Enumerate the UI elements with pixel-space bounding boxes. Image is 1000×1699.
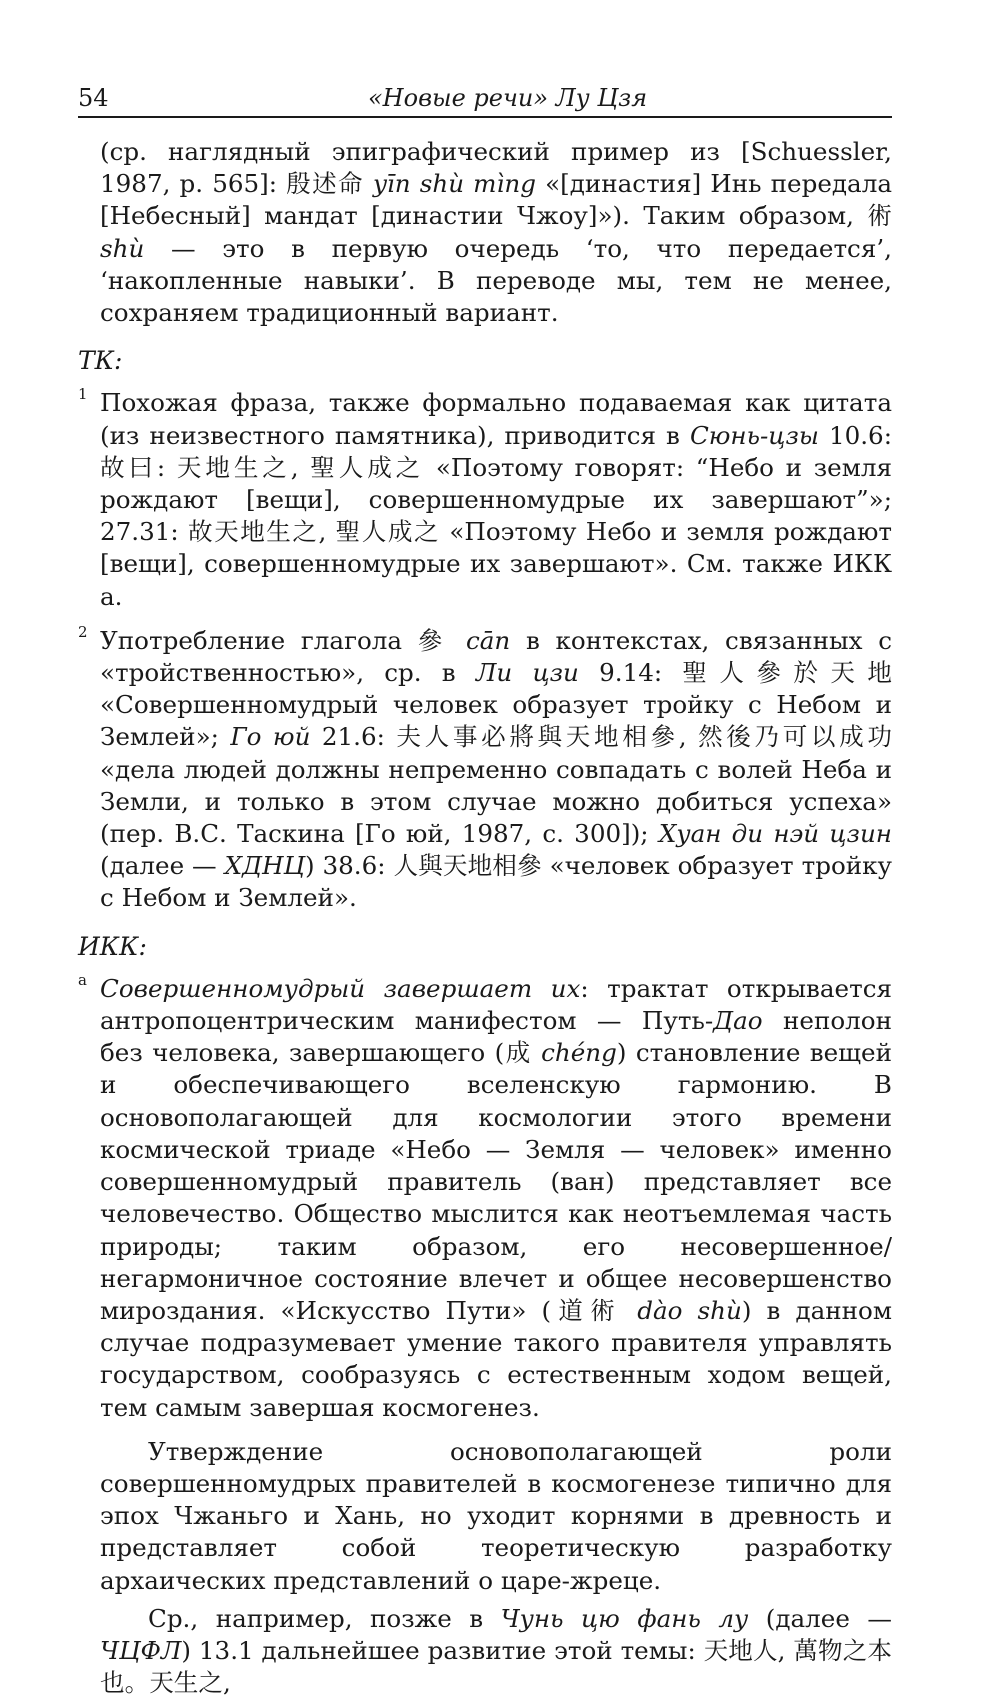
note-marker: а [78,970,87,989]
text-run: Похожая фраза, также формально подаваемая как цитата (из неизвестного памятника), приводится в [100,388,892,450]
title-run: Чунь цю фань лу [500,1603,749,1633]
term-run: Дао [713,1006,763,1036]
ikk-paragraph-2: Утверждение основополагающей роли совершенномудрых правителей в космогенезе типично для эпох Чжаньго и Хань, но уходит корнями в древность и представляет собой теоретическую разработку архаических представлений о царе-жреце. [100,1436,892,1595]
intro-paragraph [78,136,892,329]
pinyin-run: chéng [541,1038,617,1068]
page-number: 54 [78,84,109,112]
text-run: 9.14: 聖人參於天地 «Совершенномудрый человек образует тройку с Небом и Землей»; [100,658,892,752]
pinyin-run: yīn shù mìng [373,169,536,199]
running-header [78,72,892,118]
text-run: 21.6: 夫人事必將與天地相參, 然後乃可以成功 «дела людей должны непременно совпадать с волей Неба и Земли, и только в этом случае можно добиться успеха» (пер. В.С. Таскина [Го юй, 1987, с. 300]); [100,722,892,849]
note-marker: 2 [78,622,88,641]
section-label-tk: ТК: [78,346,123,376]
book-page [78,72,892,1699]
text-run: ) 13.1 дальнейшее развитие этой темы: 天地人, 萬物之本也。天生之, [100,1635,892,1698]
ikk-note-a [78,970,892,1424]
ikk-paragraph-3 [78,1603,892,1699]
title-run: Сюнь-цзы [689,420,819,450]
running-title: «Новые речи» Лу Цзя [368,84,648,112]
text-run: неполон без человека, завершающего (成 [100,1006,892,1068]
title-run: Го юй [230,722,311,752]
title-run: Ли цзи [475,658,579,688]
note-marker: 1 [78,385,88,404]
text-run: : трактат открывается антропоцентрическим манифестом — Путь- [100,973,892,1036]
pinyin-run: shù [100,233,145,263]
title-run: Хуан ди нэй цзин [658,819,892,849]
section-label-ikk: ИКК: [78,931,147,961]
abbr-run: ХДНЦ [224,851,305,881]
text-run: (далее — [100,851,225,881]
text-run: (далее — [748,1603,892,1633]
text-run: Употребление глагола 參 [100,625,466,655]
page-body [78,136,892,1699]
text-run: — это в первую очередь ‘то, что передается’, ‘накопленные навыки’. В переводе мы, тем не менее, сохраняем традиционный вариант. [100,233,892,328]
tk-note-1 [78,387,892,612]
lemma-run: Совершенномудрый завершает их [100,973,581,1003]
tk-note-2 [78,622,892,915]
text-run: «[династия] Инь передала [Небесный] мандат [династии Чжоу]»). Таким образом, 術 [100,169,892,231]
text-run: ) 38.6: 人與天地相參 «человек образует тройку с Небом и Землей». [100,851,892,913]
text-run: (ср. наглядный эпиграфический пример из [Schuessler, 1987, p. 565]: 殷述命 [100,137,892,199]
text-run: Ср., например, позже в [148,1603,501,1633]
pinyin-run: dào shù [637,1295,742,1325]
text-run: в контекстах, связанных с «тройственностью», ср. в [100,625,892,688]
text-run: ) становление вещей и обеспечивающего вселенскую гармонию. В основополагающей для космологии этого времени космической триаде «Небо — Земля — человек» именно совершенномудрый правитель (ван) представляет все человечество. Общество мыслится как неотъемлемая часть природы; таким образом, его несовершенное/негармоничное состояние влечет и общее несовершенство мироздания. «Искусство Пути» (道術 [100,1038,892,1325]
pinyin-run: cān [465,625,511,655]
text-run: ) в данном случае подразумевает умение такого правителя управлять государством, сообразуясь с естественным ходом вещей, тем самым завершая космогенез. [100,1295,892,1422]
abbr-run: ЧЦФЛ [100,1635,182,1665]
text-run: 10.6: 故曰: 天地生之, 聖人成之 «Поэтому говорят: “Небо и земля рождают [вещи], совершенномудрые их завершают”»; 27.31: 故天地生之, 聖人成之 «Поэтому Небо и земля рождают [вещи], совершенномудрые их завершают». См. также ИКК а. [100,420,892,611]
